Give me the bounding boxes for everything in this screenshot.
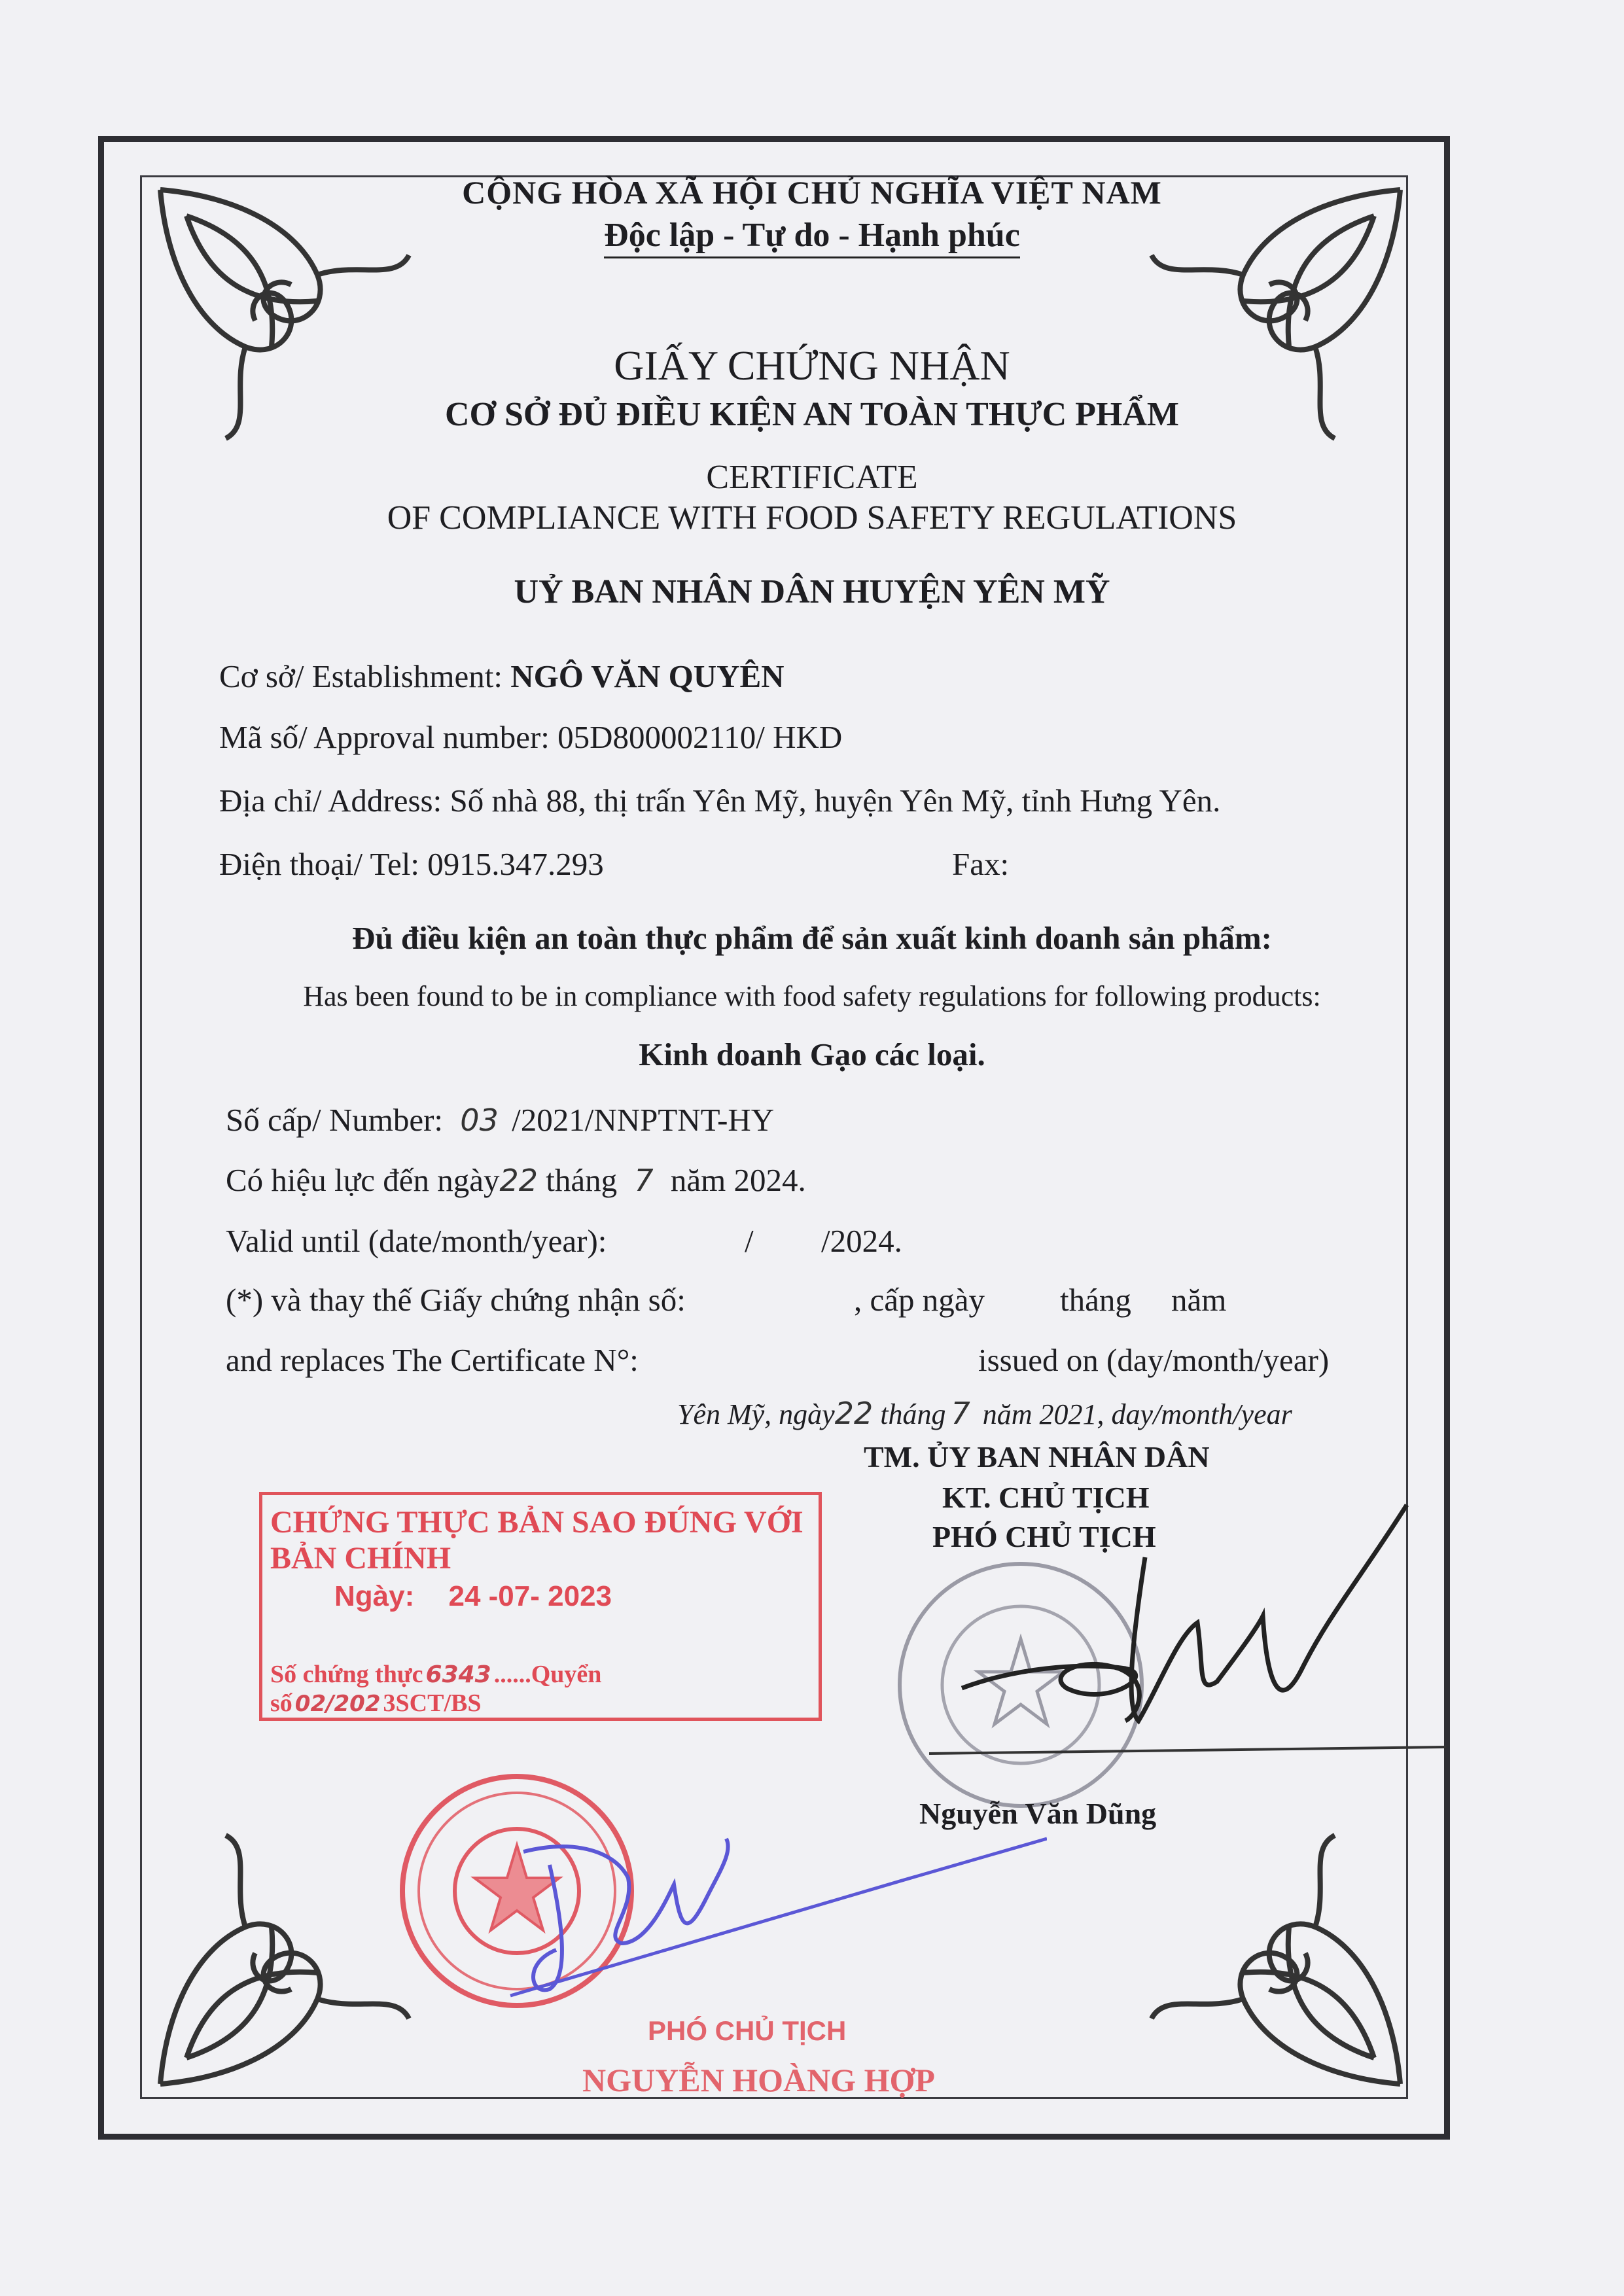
- corner-ornament-bottom-right: [1139, 1822, 1413, 2097]
- certified-copy-book-no: 02/202: [294, 1691, 381, 1717]
- certified-copy-book-suffix: 3SCT/BS: [383, 1689, 482, 1717]
- certified-copy-cert-no: 6343: [425, 1661, 491, 1688]
- second-signatory-title: PHÓ CHỦ TỊCH: [648, 2015, 847, 2046]
- approval-value: 05D800002110/ HKD: [557, 719, 843, 755]
- certified-copy-date-value: 24 -07- 2023: [448, 1580, 612, 1612]
- certified-copy-book-label: Quyển số: [270, 1661, 602, 1717]
- validity-year: năm 2024.: [670, 1162, 806, 1198]
- validity-en-label: Valid until (date/month/year):: [226, 1223, 607, 1259]
- establishment-value: NGÔ VĂN QUYÊN: [510, 658, 785, 694]
- phone-row: [219, 845, 604, 883]
- number-row: [226, 1101, 774, 1139]
- validity-prefix: Có hiệu lực đến ngày: [226, 1162, 500, 1198]
- issuing-authority: UỶ BAN NHÂN DÂN HUYỆN YÊN MỸ: [514, 573, 1110, 610]
- number-suffix: /2021/NNPTNT-HY: [512, 1102, 775, 1138]
- approval-label: Mã số/ Approval number:: [219, 719, 550, 755]
- corner-ornament-bottom-left: [147, 1822, 422, 2097]
- certificate-subtitle-en: OF COMPLIANCE WITH FOOD SAFETY REGULATIONS: [387, 499, 1237, 537]
- place-date-month: 7: [951, 1396, 970, 1431]
- number-label: Số cấp/ Number:: [226, 1102, 444, 1138]
- validity-month-word: tháng: [546, 1162, 618, 1198]
- replaces-en-issued: issued on (day/month/year): [978, 1342, 1330, 1378]
- compliance-statement-en: Has been found to be in compliance with food safety regulations for following products:: [303, 980, 1321, 1012]
- establishment-row: [219, 658, 785, 695]
- phone-value: 0915.347.293: [427, 846, 604, 882]
- motto-header: Độc lập - Tự do - Hạnh phúc: [0, 216, 1624, 255]
- certified-copy-cert-label: Số chứng thực: [270, 1661, 423, 1688]
- signatory-line-2: KT. CHỦ TỊCH: [942, 1481, 1150, 1514]
- validity-day: 22: [499, 1163, 538, 1198]
- validity-en-slash: /: [745, 1223, 754, 1259]
- approval-row: [219, 718, 842, 756]
- place-date-suffix: năm 2021, day/month/year: [982, 1398, 1292, 1430]
- certified-copy-title: CHỨNG THỰC BẢN SAO ĐÚNG VỚI BẢN CHÍNH: [270, 1505, 803, 1576]
- validity-en-year: /2024.: [821, 1223, 902, 1259]
- replaces-vi-issued: , cấp ngày: [854, 1282, 985, 1318]
- place-date-prefix: Yên Mỹ, ngày: [677, 1398, 835, 1430]
- nation-header: CỘNG HÒA XÃ HỘI CHỦ NGHĨA VIỆT NAM: [462, 174, 1162, 211]
- number-handwritten: 03: [460, 1103, 499, 1138]
- signatory-line-3: PHÓ CHỦ TỊCH: [932, 1520, 1156, 1553]
- blue-signature-icon: [471, 1780, 1047, 2028]
- replaces-en-label: and replaces The Certificate N°:: [226, 1342, 639, 1378]
- certificate-title-en: CERTIFICATE: [706, 459, 918, 496]
- product-scope: Kinh doanh Gạo các loại.: [639, 1036, 985, 1072]
- address-value: Số nhà 88, thị trấn Yên Mỹ, huyện Yên Mỹ, tỉnh Hưng Yên.: [450, 783, 1221, 819]
- certificate-title-vi: GIẤY CHỨNG NHẬN: [614, 342, 1010, 389]
- compliance-statement-vi: Đủ điều kiện an toàn thực phẩm để sản xuất kinh doanh sản phẩm:: [352, 920, 1272, 956]
- place-date-month-word: tháng: [880, 1398, 946, 1430]
- certified-copy-date: [334, 1580, 612, 1613]
- validity-vi-row: [226, 1161, 806, 1199]
- certificate-subtitle-vi: CƠ SỞ ĐỦ ĐIỀU KIỆN AN TOÀN THỰC PHẨM: [445, 396, 1179, 433]
- validity-month: 7: [634, 1163, 654, 1198]
- place-date-day: 22: [834, 1396, 874, 1431]
- place-date-line: [677, 1396, 1292, 1431]
- fax-label: Fax:: [952, 846, 1010, 882]
- replaces-vi-month: tháng: [1060, 1282, 1131, 1318]
- signature-icon: [909, 1472, 1446, 1767]
- replaces-vi-year: năm: [1171, 1282, 1227, 1318]
- address-row: [219, 782, 1220, 819]
- second-signatory-name: NGUYỄN HOÀNG HỢP: [582, 2062, 935, 2098]
- phone-label: Điện thoại/ Tel:: [219, 846, 419, 882]
- address-label: Địa chỉ/ Address:: [219, 783, 442, 819]
- signatory-name: Nguyễn Văn Dũng: [919, 1797, 1157, 1830]
- replaces-vi-label: (*) và thay thế Giấy chứng nhận số:: [226, 1282, 686, 1318]
- certified-copy-numbers: Số chứng thực 6343 ......Quyển số 02/202 3SCT/BS: [270, 1661, 602, 1717]
- establishment-label: Cơ sở/ Establishment:: [219, 658, 503, 694]
- certified-copy-stamp: [259, 1492, 822, 1721]
- signatory-line-1: TM. ỦY BAN NHÂN DÂN: [864, 1440, 1210, 1474]
- certified-copy-date-label: Ngày:: [334, 1580, 415, 1612]
